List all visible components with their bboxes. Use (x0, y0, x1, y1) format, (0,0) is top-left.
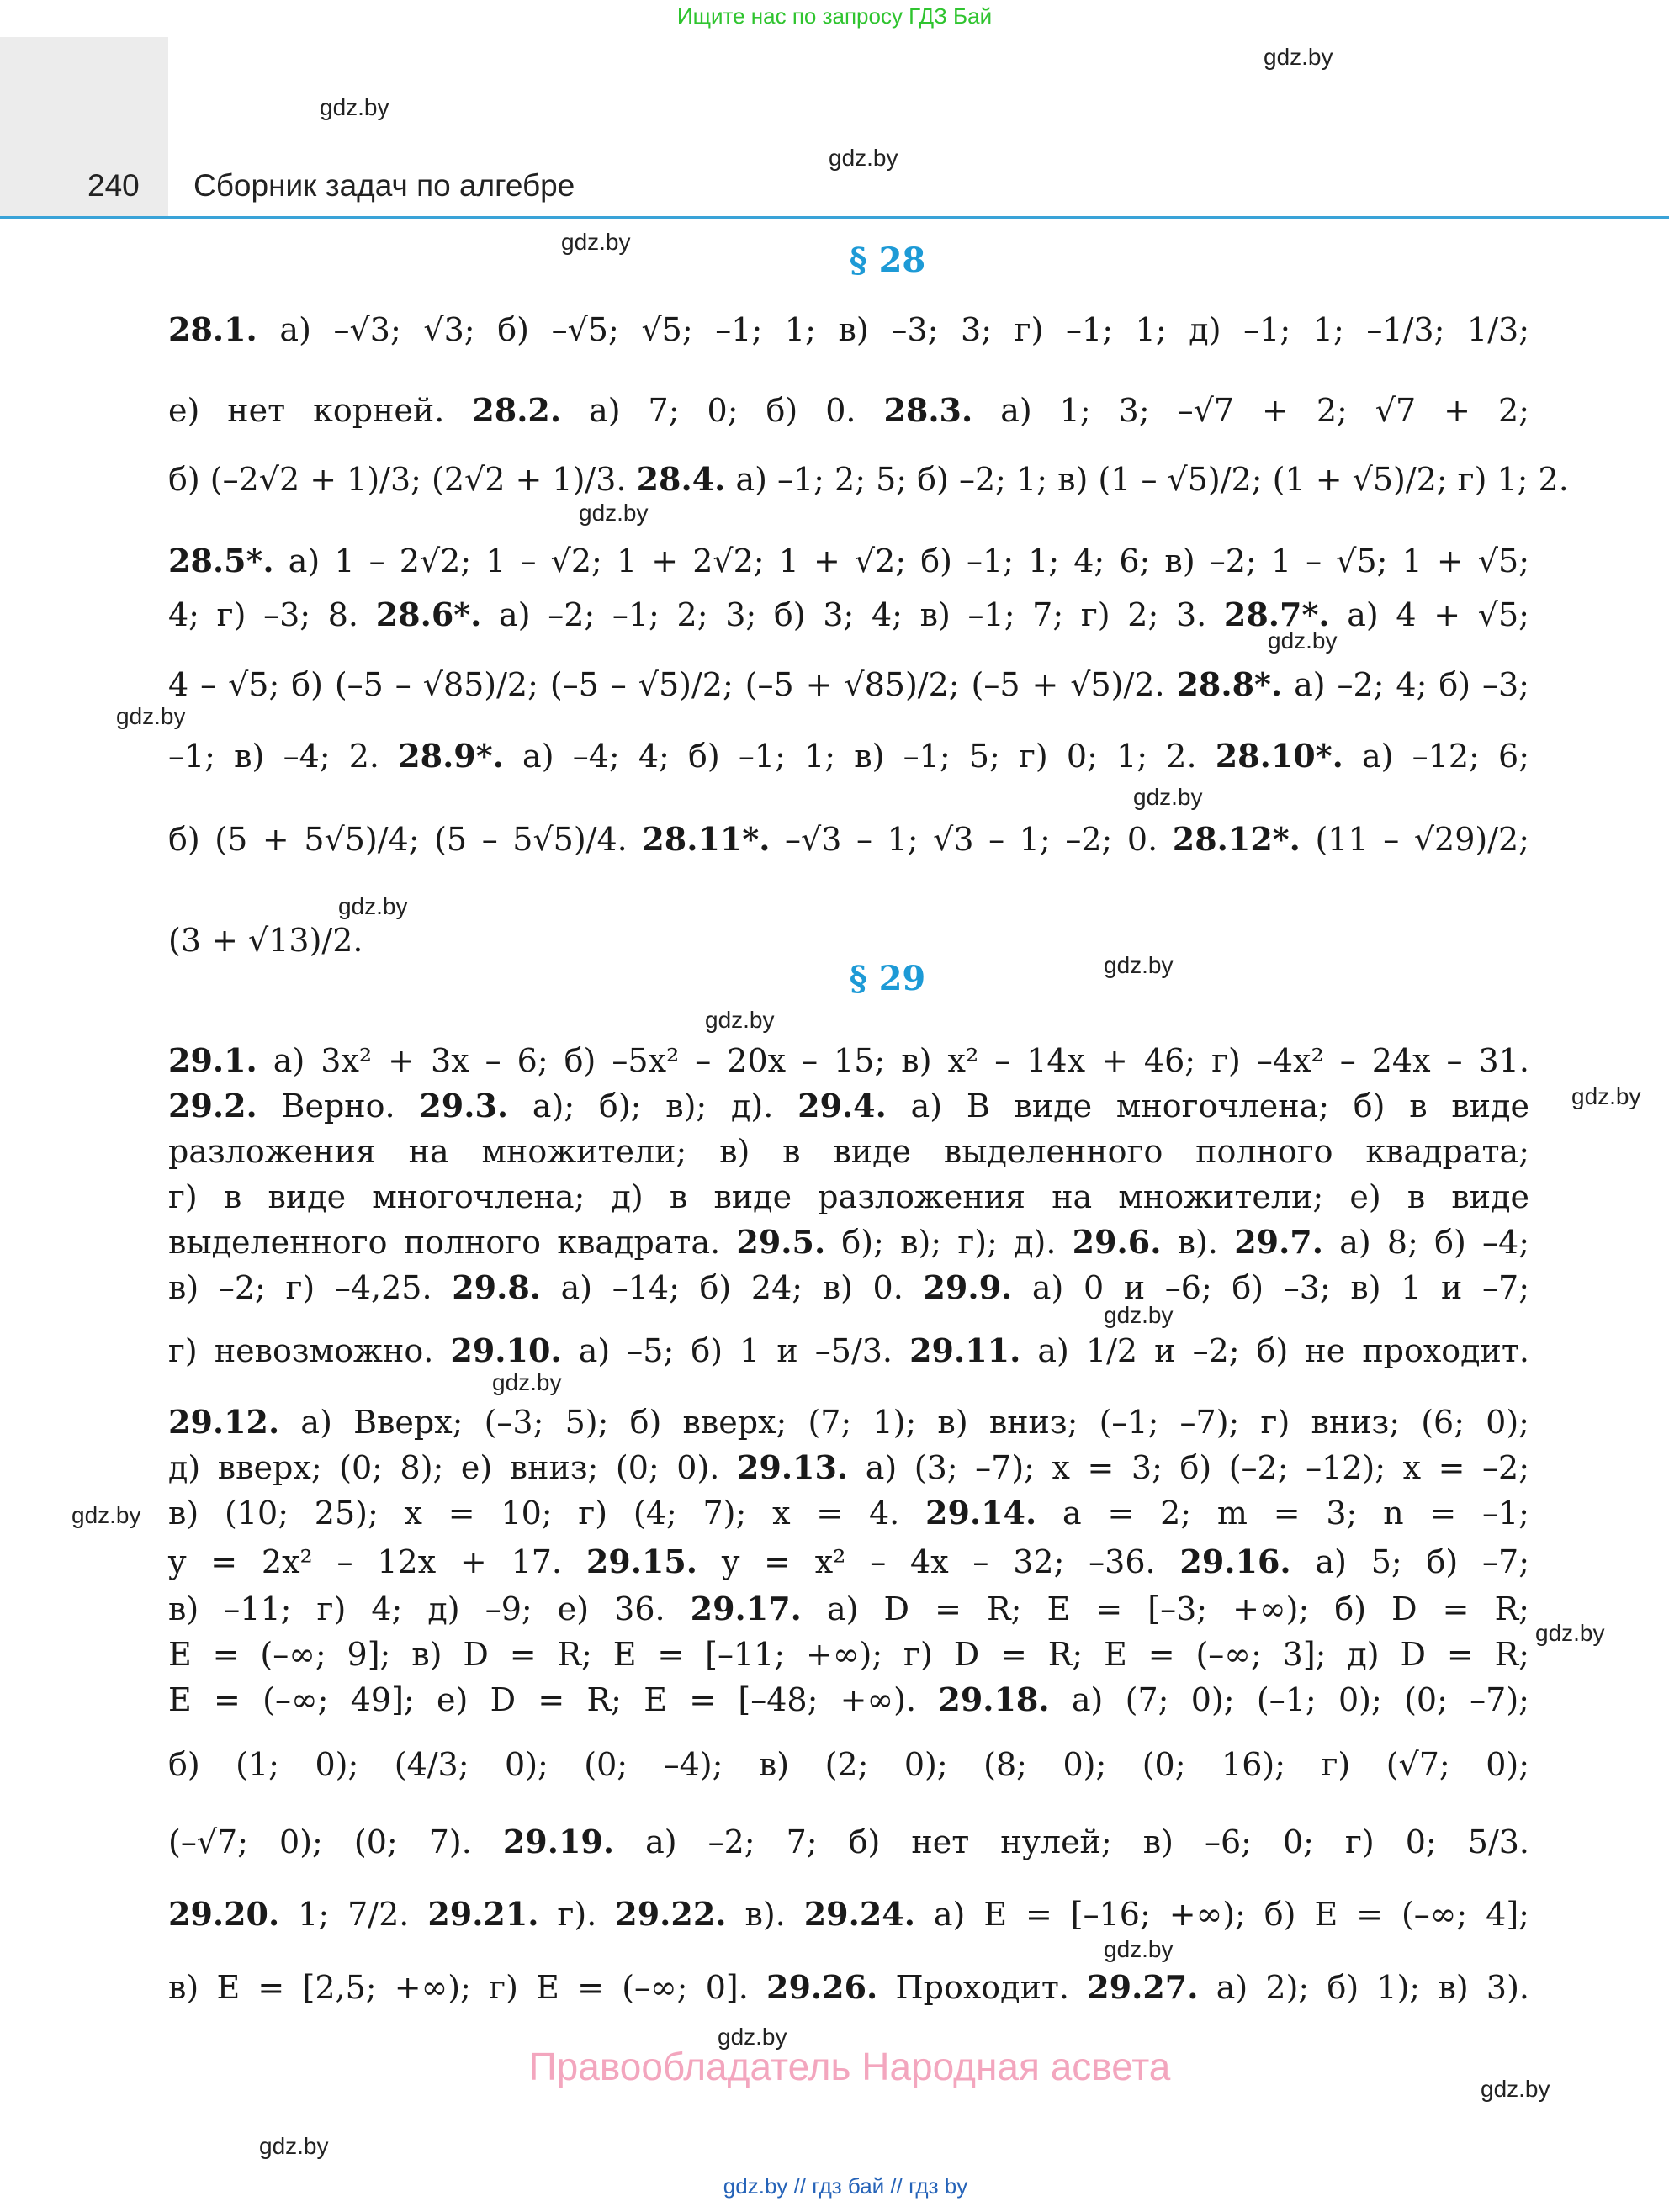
answer-line: (3 + √13)/2. (168, 922, 363, 959)
watermark: gdz.by (320, 94, 389, 120)
header-rule (0, 216, 1669, 219)
watermark: gdz.by (718, 2024, 787, 2050)
answer-line: 29.1. а) 3x² + 3x – 6; б) –5x² – 20x – 15; в) x² – 14x + 46; г) –4x² – 24x – 31. (168, 1041, 1529, 1079)
answer-line: г) в виде многочлена; д) в виде разложения на множители; е) в виде (168, 1178, 1529, 1215)
watermark: gdz.by (1268, 627, 1338, 654)
watermark: gdz.by (259, 2133, 329, 2159)
answer-line: е) нет корней. 28.2. а) 7; 0; б) 0. 28.3. а) 1; 3; –√7 + 2; √7 + 2; (168, 391, 1529, 429)
watermark: gdz.by (1104, 1302, 1174, 1328)
watermark: gdz.by (1133, 784, 1203, 810)
page-number: 240 (87, 168, 140, 203)
answer-line: в) E = [2,5; +∞); г) E = (–∞; 0]. 29.26. Проходит. 29.27. а) 2); б) 1); в) 3). (168, 1968, 1529, 2006)
watermark: gdz.by (338, 893, 408, 919)
watermark: gdz.by (579, 500, 649, 526)
answer-line: 28.1. а) –√3; √3; б) –√5; √5; –1; 1; в) –3; 3; г) –1; 1; д) –1; 1; –1/3; 1/3; (168, 310, 1529, 348)
section-title-28: § 28 (849, 241, 926, 280)
answer-line: д) вверх; (0; 8); е) вниз; (0; 0). 29.13. а) (3; –7); x = 3; б) (–2; –12); x = –2; (168, 1448, 1529, 1486)
watermark: gdz.by (1104, 1936, 1174, 1962)
top-banner: Ищите нас по запросу ГДЗ Бай (676, 3, 993, 29)
watermark: gdz.by (1571, 1083, 1641, 1109)
answer-line: разложения на множители; в) в виде выделенного полного квадрата; (168, 1133, 1529, 1170)
watermark: gdz.by (705, 1007, 775, 1033)
answer-line: E = (–∞; 49]; е) D = R; E = [–48; +∞). 29.18. а) (7; 0); (–1; 0); (0; –7); (168, 1680, 1529, 1718)
watermark: gdz.by (72, 1502, 141, 1528)
watermark: gdz.by (116, 703, 186, 729)
answer-line: в) –11; г) 4; д) –9; е) 36. 29.17. а) D = R; E = [–3; +∞); б) D = R; (168, 1590, 1529, 1627)
answer-line: 29.20. 1; 7/2. 29.21. г). 29.22. в). 29.24. а) E = [–16; +∞); б) E = (–∞; 4]; (168, 1895, 1529, 1933)
watermark: gdz.by (1535, 1620, 1605, 1646)
answer-line: б) (–2√2 + 1)/3; (2√2 + 1)/3. 28.4. а) –1; 2; 5; б) –2; 1; в) (1 – √5)/2; (1 + √5)/2; г) 1; 2. (168, 460, 1569, 498)
section-title-29: § 29 (849, 959, 926, 998)
footer-links[interactable]: gdz.by // гдз бай // гдз by (723, 2173, 968, 2199)
watermark: gdz.by (829, 145, 898, 171)
watermark: gdz.by (1104, 952, 1174, 978)
watermark: gdz.by (561, 229, 631, 255)
watermark: gdz.by (1481, 2076, 1550, 2102)
answer-line: E = (–∞; 9]; в) D = R; E = [–11; +∞); г) D = R; E = (–∞; 3]; д) D = R; (168, 1636, 1529, 1673)
answer-line: г) невозможно. 29.10. а) –5; б) 1 и –5/3. 29.11. а) 1/2 и –2; б) не проходит. (168, 1331, 1529, 1369)
answer-line: 28.5*. а) 1 – 2√2; 1 – √2; 1 + 2√2; 1 + √2; б) –1; 1; 4; 6; в) –2; 1 – √5; 1 + √5; (168, 542, 1529, 579)
answer-line: 4; г) –3; 8. 28.6*. а) –2; –1; 2; 3; б) 3; 4; в) –1; 7; г) 2; 3. 28.7*. а) 4 + √5; (168, 595, 1529, 633)
copyright-owner: Правообладатель Народная асвета (528, 2045, 1171, 2088)
answer-line: 4 – √5; б) (–5 – √85)/2; (–5 – √5)/2; (–5 + √85)/2; (–5 + √5)/2. 28.8*. а) –2; 4; б) –3; (168, 665, 1529, 703)
answer-line: б) (5 + 5√5)/4; (5 – 5√5)/4. 28.11*. –√3 – 1; √3 – 1; –2; 0. 28.12*. (11 – √29)/2; (168, 820, 1529, 858)
watermark: gdz.by (492, 1369, 562, 1395)
answer-line: б) (1; 0); (4/3; 0); (0; –4); в) (2; 0); (8; 0); (0; 16); г) (√7; 0); (168, 1746, 1529, 1783)
page-corner-tab (0, 37, 168, 217)
watermark: gdz.by (1264, 44, 1333, 70)
answer-line: выделенного полного квадрата. 29.5. б); в); г); д). 29.6. в). 29.7. а) 8; б) –4; (168, 1223, 1529, 1261)
book-title: Сборник задач по алгебре (193, 168, 575, 203)
answer-line: y = 2x² – 12x + 17. 29.15. y = x² – 4x – 32; –36. 29.16. а) 5; б) –7; (168, 1543, 1529, 1580)
answer-line: 29.12. а) Вверх; (–3; 5); б) вверх; (7; 1); в) вниз; (–1; –7); г) вниз; (6; 0); (168, 1403, 1529, 1441)
answer-line: в) –2; г) –4,25. 29.8. а) –14; б) 24; в) 0. 29.9. а) 0 и –6; б) –3; в) 1 и –7; (168, 1268, 1530, 1306)
answer-line: –1; в) –4; 2. 28.9*. а) –4; 4; б) –1; 1; в) –1; 5; г) 0; 1; 2. 28.10*. а) –12; 6; (168, 737, 1529, 775)
answer-line: (–√7; 0); (0; 7). 29.19. а) –2; 7; б) нет нулей; в) –6; 0; г) 0; 5/3. (168, 1823, 1530, 1860)
answer-line: 29.2. Верно. 29.3. а); б); в); д). 29.4. а) В виде многочлена; б) в виде (168, 1087, 1529, 1125)
answer-line: в) (10; 25); x = 10; г) (4; 7); x = 4. 29.14. a = 2; m = 3; n = –1; (168, 1494, 1529, 1532)
